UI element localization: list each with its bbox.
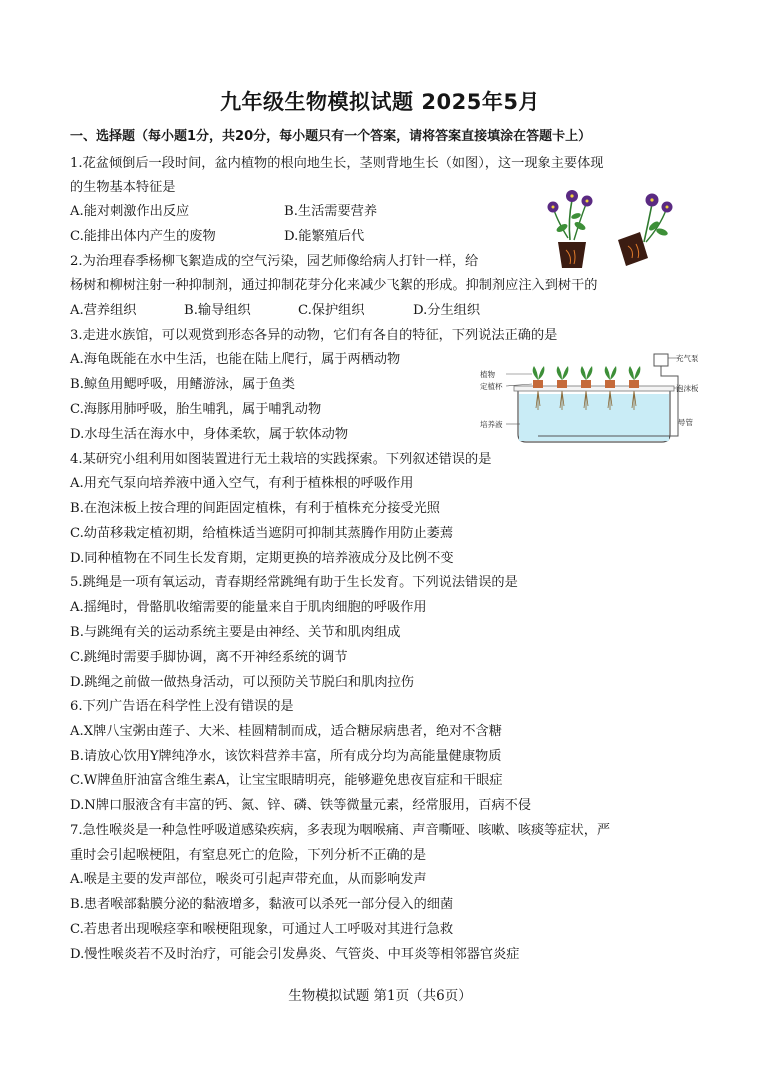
left-plant-illustration: [548, 190, 593, 268]
q7-stem-line1: 7.急性喉炎是一种急性呼吸道感染疾病，多表现为咽喉痛、声音嘶哑、咳嗽、咳痰等症状，严: [70, 823, 611, 838]
label-tube: 导管: [678, 418, 693, 427]
q1-stem-line2: 的生物基本特征是: [70, 180, 176, 195]
q1-option-b: B.生活需要营养: [284, 204, 378, 219]
q1-option-a: A.能对刺激作出反应: [70, 204, 190, 219]
q4-stem: 4.某研究小组利用如图装置进行无土栽培的实践探索。下列叙述错误的是: [70, 452, 492, 467]
q7-stem-line2: 重时会引起喉梗阻，有窒息死亡的危险，下列分析不正确的是: [70, 848, 427, 863]
right-plant-illustration: [618, 194, 673, 267]
q1-option-c: C.能排出体内产生的废物: [70, 229, 216, 244]
q3-option-c: C.海豚用肺呼吸，胎生哺乳，属于哺乳动物: [70, 402, 322, 417]
label-pump: 充气泵: [676, 354, 698, 363]
q1-stem-line1: 1.花盆倾倒后一段时间，盆内植物的根向地生长，茎则背地生长（如图），这一现象主要体现: [70, 156, 604, 171]
q5-option-a: A.摇绳时，骨骼肌收缩需要的能量来自于肌肉细胞的呼吸作用: [70, 600, 427, 615]
q6-option-b: B.请放心饮用Y牌纯净水，该饮料营养丰富，所有成分均为高能量健康物质: [70, 749, 502, 764]
q2-stem-line1: 2.为治理春季杨柳飞絮造成的空气污染，园艺师像给病人打针一样，给: [70, 254, 479, 269]
section-heading: 一、选择题（每小题1分，共20分，每小题只有一个答案，请将答案直接填涂在答题卡上）: [70, 129, 592, 144]
q6-option-a: A.X牌八宝粥由莲子、大米、桂圆精制而成，适合糖尿病患者，绝对不含糖: [70, 724, 502, 739]
q2-option-c: C.保护组织: [298, 303, 365, 318]
label-solution: 培养液: [480, 420, 503, 429]
q7-option-d: D.慢性喉炎若不及时治疗，可能会引发鼻炎、气管炎、中耳炎等相邻器官炎症: [70, 947, 520, 962]
q2-option-b: B.输导组织: [184, 303, 251, 318]
q7-option-b: B.患者喉部黏膜分泌的黏液增多，黏液可以杀死一部分侵入的细菌: [70, 897, 454, 912]
q6-option-d: D.N牌口服液含有丰富的钙、氮、锌、磷、铁等微量元素，经常服用，百病不侵: [70, 798, 532, 813]
label-cup: 定植杯: [480, 382, 503, 391]
label-plant: 植物: [480, 370, 495, 379]
q4-option-a: A.用充气泵向培养液中通入空气，有利于植株根的呼吸作用: [70, 476, 414, 491]
q7-option-c: C.若患者出现喉痉挛和喉梗阻现象，可通过人工呼吸对其进行急救: [70, 922, 454, 937]
q1-option-d: D.能繁殖后代: [284, 229, 365, 244]
q7-option-a: A.喉是主要的发声部位，喉炎可引起声带充血，从而影响发声: [70, 872, 427, 887]
q3-stem: 3.走进水族馆，可以观赏到形态各异的动物，它们有各自的特征，下列说法正确的是: [70, 328, 558, 343]
label-foam: 泡沫板: [676, 384, 698, 393]
q5-stem: 5.跳绳是一项有氧运动，青春期经常跳绳有助于生长发育。下列说法错误的是: [70, 575, 518, 590]
q2-option-a: A.营养组织: [70, 303, 137, 318]
tipped-pots-figure: [540, 180, 680, 274]
q5-option-b: B.与跳绳有关的运动系统主要是由神经、关节和肌肉组成: [70, 625, 401, 640]
q4-option-d: D.同种植物在不同生长发育期，定期更换的培养液成分及比例不变: [70, 551, 454, 566]
q6-stem: 6.下列广告语在科学性上没有错误的是: [70, 699, 294, 714]
q4-option-b: B.在泡沫板上按合理的间距固定植株，有利于植株充分接受光照: [70, 501, 440, 516]
q2-option-d: D.分生组织: [413, 303, 481, 318]
hydroponics-diagram: [478, 346, 698, 446]
q3-option-b: B.鲸鱼用鳃呼吸，用鳍游泳，属于鱼类: [70, 377, 295, 392]
q2-stem-line2: 杨树和柳树注射一种抑制剂，通过抑制花芽分化来减少飞絮的形成。抑制剂应注入到树干的: [70, 278, 598, 293]
q6-option-c: C.W牌鱼肝油富含维生素A，让宝宝眼睛明亮，能够避免患夜盲症和干眼症: [70, 773, 503, 788]
page-footer: 生物模拟试题 第1页（共6页）: [288, 988, 472, 1004]
q3-option-a: A.海龟既能在水中生活，也能在陆上爬行，属于两栖动物: [70, 352, 401, 367]
q5-option-c: C.跳绳时需要手脚协调，离不开神经系统的调节: [70, 650, 348, 665]
q3-option-d: D.水母生活在海水中，身体柔软，属于软体动物: [70, 427, 349, 442]
page-title: 九年级生物模拟试题 2025年5月: [220, 90, 540, 114]
q4-option-c: C.幼苗移栽定植初期，给植株适当遮阴可抑制其蒸腾作用防止萎蔫: [70, 526, 454, 541]
q5-option-d: D.跳绳之前做一做热身活动，可以预防关节脱臼和肌肉拉伤: [70, 675, 414, 690]
